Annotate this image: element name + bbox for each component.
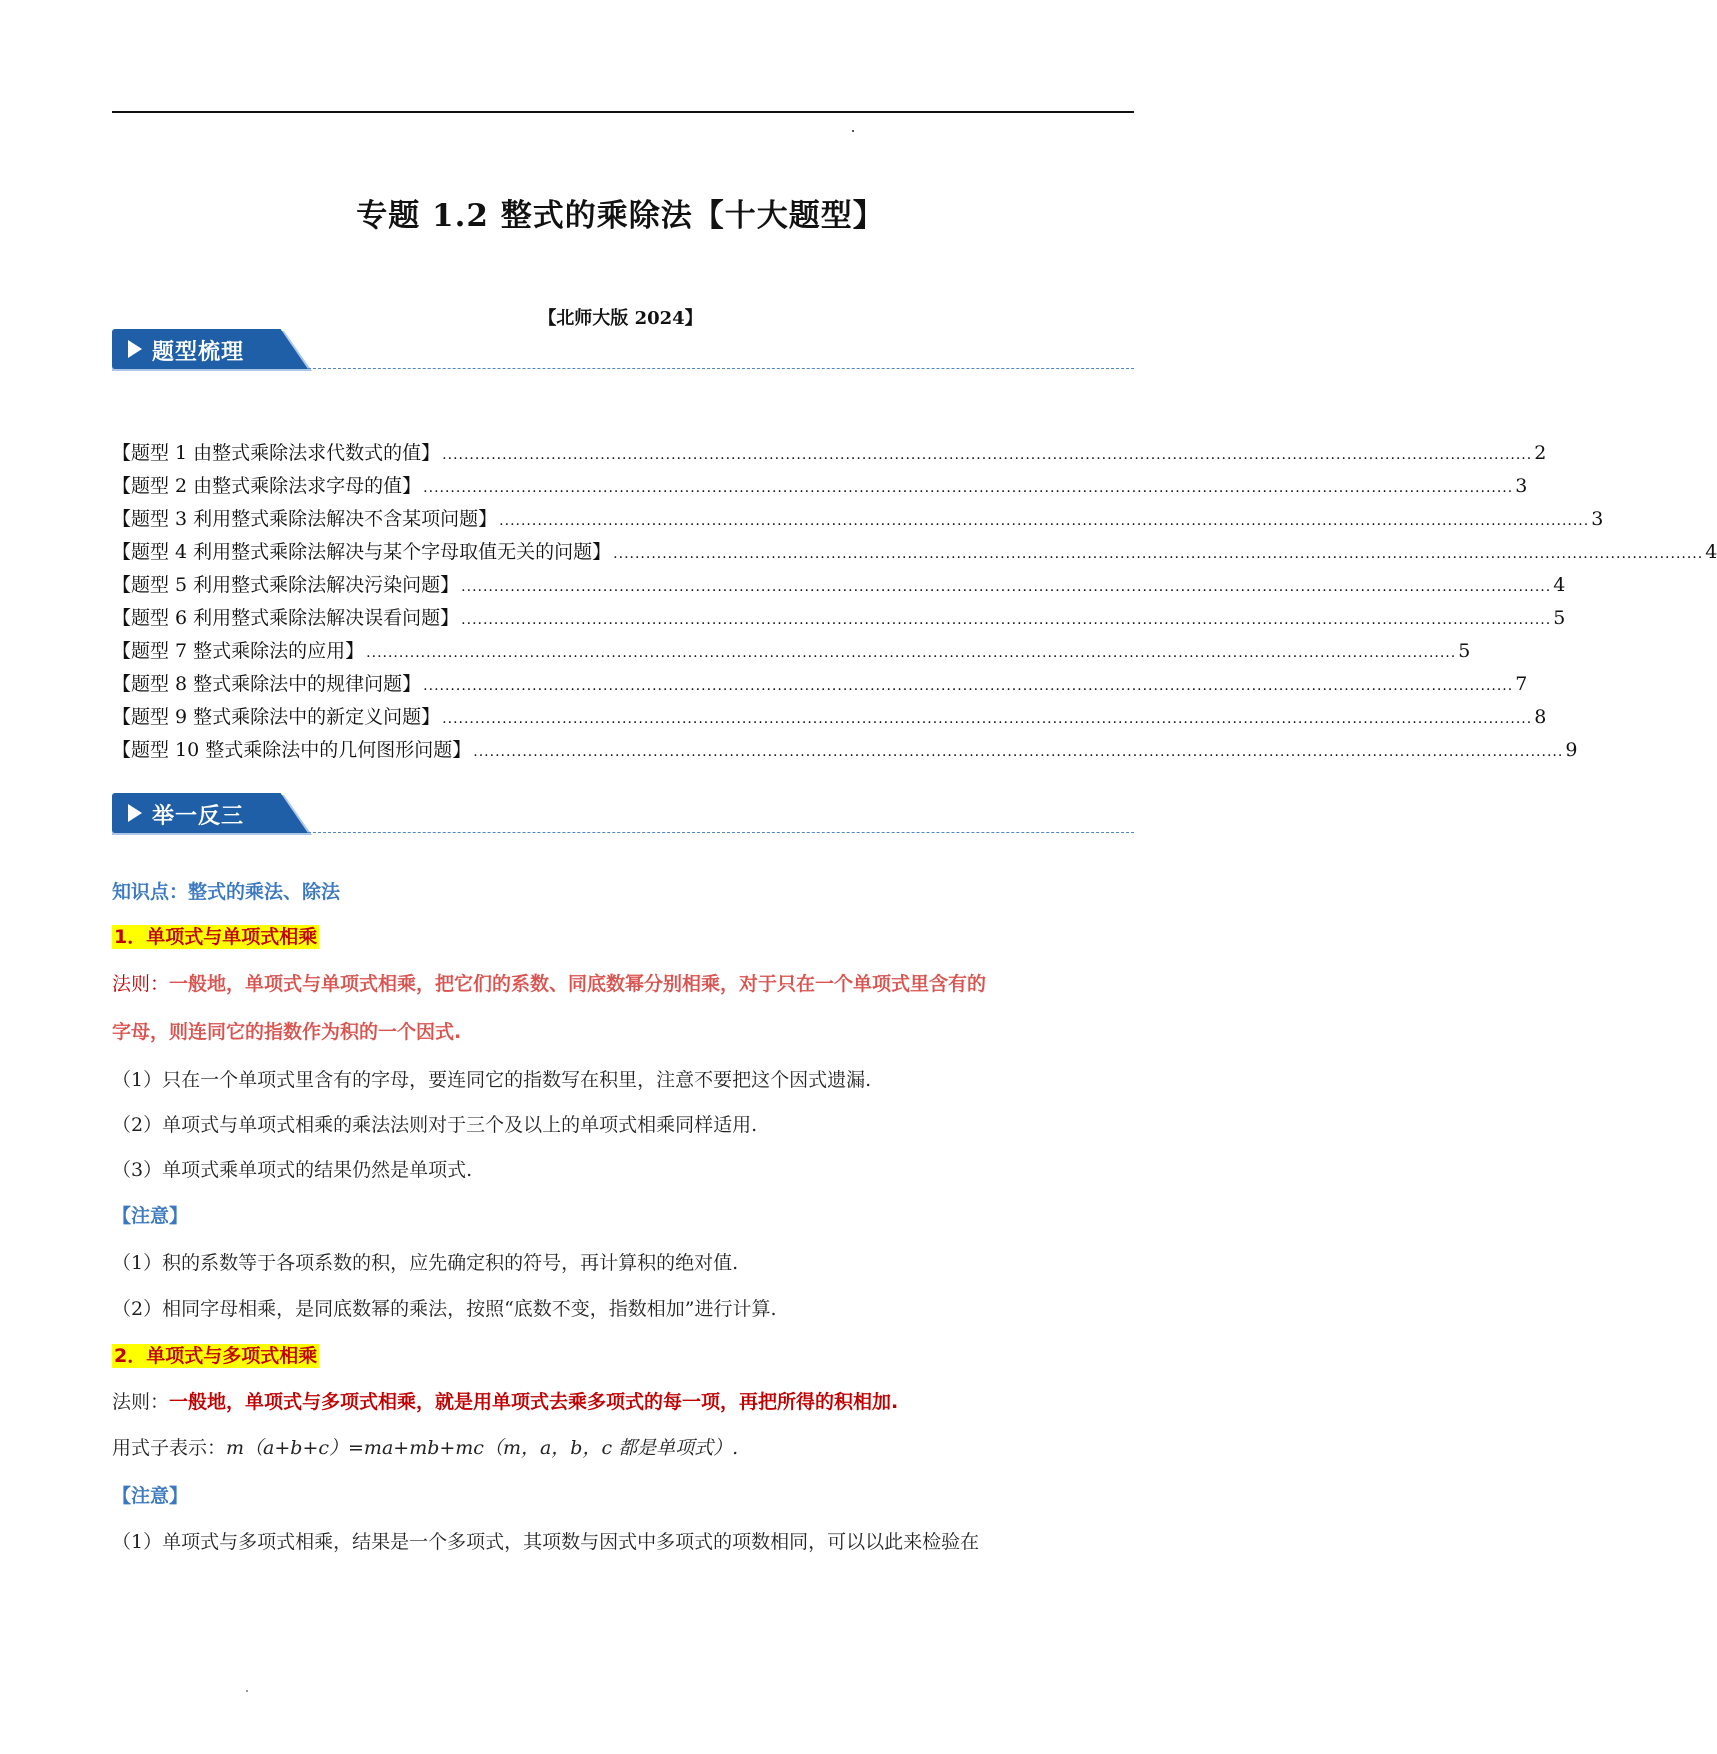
part1-item: （3）单项式乘单项式的结果仍然是单项式.	[112, 1159, 473, 1181]
play-arrow-icon	[128, 804, 142, 822]
toc-entry[interactable]	[112, 735, 1578, 768]
toc-leader: ........................................................................................................................................................................................................	[461, 579, 1552, 595]
toc-label: 【题型 8 整式乘除法中的规律问题】	[112, 673, 422, 695]
part1-heading	[112, 925, 1134, 950]
toc-entry[interactable]	[112, 438, 1547, 471]
toc-entry[interactable]	[112, 636, 1471, 669]
toc-label: 【题型 7 整式乘除法的应用】	[112, 640, 365, 662]
part2-note-heading	[112, 1484, 1134, 1509]
toc-page-number: 3	[1515, 475, 1528, 497]
toc-entry[interactable]	[112, 669, 1528, 702]
part1-note: （2）相同字母相乘，是同底数幂的乘法，按照“底数不变，指数相加”进行计算.	[112, 1298, 777, 1320]
page-title: 专题 1.2 整式的乘除法【十大题型】	[356, 198, 885, 234]
toc-label: 【题型 1 由整式乘除法求代数式的值】	[112, 442, 441, 464]
toc-page-number: 7	[1515, 673, 1528, 695]
part1-heading-text: 1．单项式与单项式相乘	[114, 926, 318, 948]
toc-page-number: 4	[1553, 574, 1566, 596]
part2-heading	[112, 1344, 1134, 1369]
toc-leader: ........................................................................................................................................................................................................	[499, 513, 1590, 529]
formula-text: m（a+b+c）=ma+mb+mc（m，a，b，c 都是单项式）.	[226, 1437, 739, 1459]
banner-dashed-line	[308, 368, 1134, 369]
toc-section-banner	[112, 329, 1134, 371]
note-heading-text: 【注意】	[112, 1485, 189, 1507]
toc-entry[interactable]	[112, 471, 1528, 504]
part1-item: （2）单项式与单项式相乘的乘法法则对于三个及以上的单项式相乘同样适用.	[112, 1114, 758, 1136]
header-mark	[852, 130, 854, 132]
knowledge-heading	[112, 880, 1134, 905]
table-of-contents	[112, 438, 1717, 768]
toc-entry[interactable]	[112, 504, 1604, 537]
formula-prefix: 用式子表示：	[112, 1437, 227, 1459]
header-rule	[112, 111, 1134, 113]
banner-label: 举一反三	[152, 804, 245, 829]
part1-rule-line1	[112, 972, 1134, 997]
toc-page-number: 2	[1534, 442, 1547, 464]
toc-page-number: 9	[1565, 739, 1578, 761]
toc-leader: ........................................................................................................................................................................................................	[613, 546, 1704, 562]
toc-entry[interactable]	[112, 570, 1566, 603]
footer-mark	[246, 1690, 248, 1692]
rule-prefix: 法则：	[112, 973, 170, 995]
rule-text: 字母，则连同它的指数作为积的一个因式.	[112, 1021, 462, 1043]
toc-leader: ........................................................................................................................................................................................................	[423, 480, 1514, 496]
toc-page-number: 5	[1458, 640, 1471, 662]
note-heading-text: 【注意】	[112, 1205, 189, 1227]
toc-page-number: 4	[1705, 541, 1717, 563]
part1-note: （1）积的系数等于各项系数的积，应先确定积的符号，再计算积的绝对值.	[112, 1252, 739, 1274]
toc-page-number: 5	[1553, 607, 1566, 629]
toc-leader: ........................................................................................................................................................................................................	[366, 645, 1457, 661]
toc-label: 【题型 3 利用整式乘除法解决不含某项问题】	[112, 508, 498, 530]
part1-rule-line2	[112, 1020, 1134, 1045]
rule-text: 一般地，单项式与单项式相乘，把它们的系数、同底数幂分别相乘，对于只在一个单项式里含有的	[169, 973, 987, 995]
part1-item: （1）只在一个单项式里含有的字母，要连同它的指数写在积里，注意不要把这个因式遗漏.	[112, 1069, 872, 1091]
edition-label: 【北师大版 2024】	[538, 308, 703, 329]
part1-note-heading	[112, 1204, 1134, 1229]
toc-label: 【题型 2 由整式乘除法求字母的值】	[112, 475, 422, 497]
part2-heading-text: 2．单项式与多项式相乘	[114, 1345, 318, 1367]
toc-leader: ........................................................................................................................................................................................................	[473, 744, 1564, 760]
part2-formula	[112, 1436, 1134, 1461]
toc-entry[interactable]	[112, 537, 1717, 570]
toc-label: 【题型 10 整式乘除法中的几何图形问题】	[112, 739, 472, 761]
banner-label: 题型梳理	[152, 340, 245, 365]
knowledge-heading-text: 知识点：整式的乘法、除法	[112, 881, 341, 903]
rule-text: 一般地，单项式与多项式相乘，就是用单项式去乘多项式的每一项，再把所得的积相加.	[169, 1391, 899, 1413]
toc-label: 【题型 5 利用整式乘除法解决污染问题】	[112, 574, 460, 596]
toc-page-number: 8	[1534, 706, 1547, 728]
toc-leader: ........................................................................................................................................................................................................	[442, 711, 1533, 727]
part2-note: （1）单项式与多项式相乘，结果是一个多项式，其项数与因式中多项式的项数相同，可以以此来检验在	[112, 1531, 980, 1553]
toc-label: 【题型 6 利用整式乘除法解决误看问题】	[112, 607, 460, 629]
toc-leader: ........................................................................................................................................................................................................	[442, 447, 1533, 463]
toc-entry[interactable]	[112, 603, 1566, 636]
banner-dashed-line	[308, 832, 1134, 833]
toc-label: 【题型 4 利用整式乘除法解决与某个字母取值无关的问题】	[112, 541, 612, 563]
toc-leader: ........................................................................................................................................................................................................	[461, 612, 1552, 628]
toc-page-number: 3	[1591, 508, 1604, 530]
toc-entry[interactable]	[112, 702, 1547, 735]
toc-label: 【题型 9 整式乘除法中的新定义问题】	[112, 706, 441, 728]
examples-section-banner	[112, 793, 1134, 835]
rule-prefix: 法则：	[112, 1391, 170, 1413]
part2-rule	[112, 1390, 1134, 1415]
toc-leader: ........................................................................................................................................................................................................	[423, 678, 1514, 694]
play-arrow-icon	[128, 340, 142, 358]
